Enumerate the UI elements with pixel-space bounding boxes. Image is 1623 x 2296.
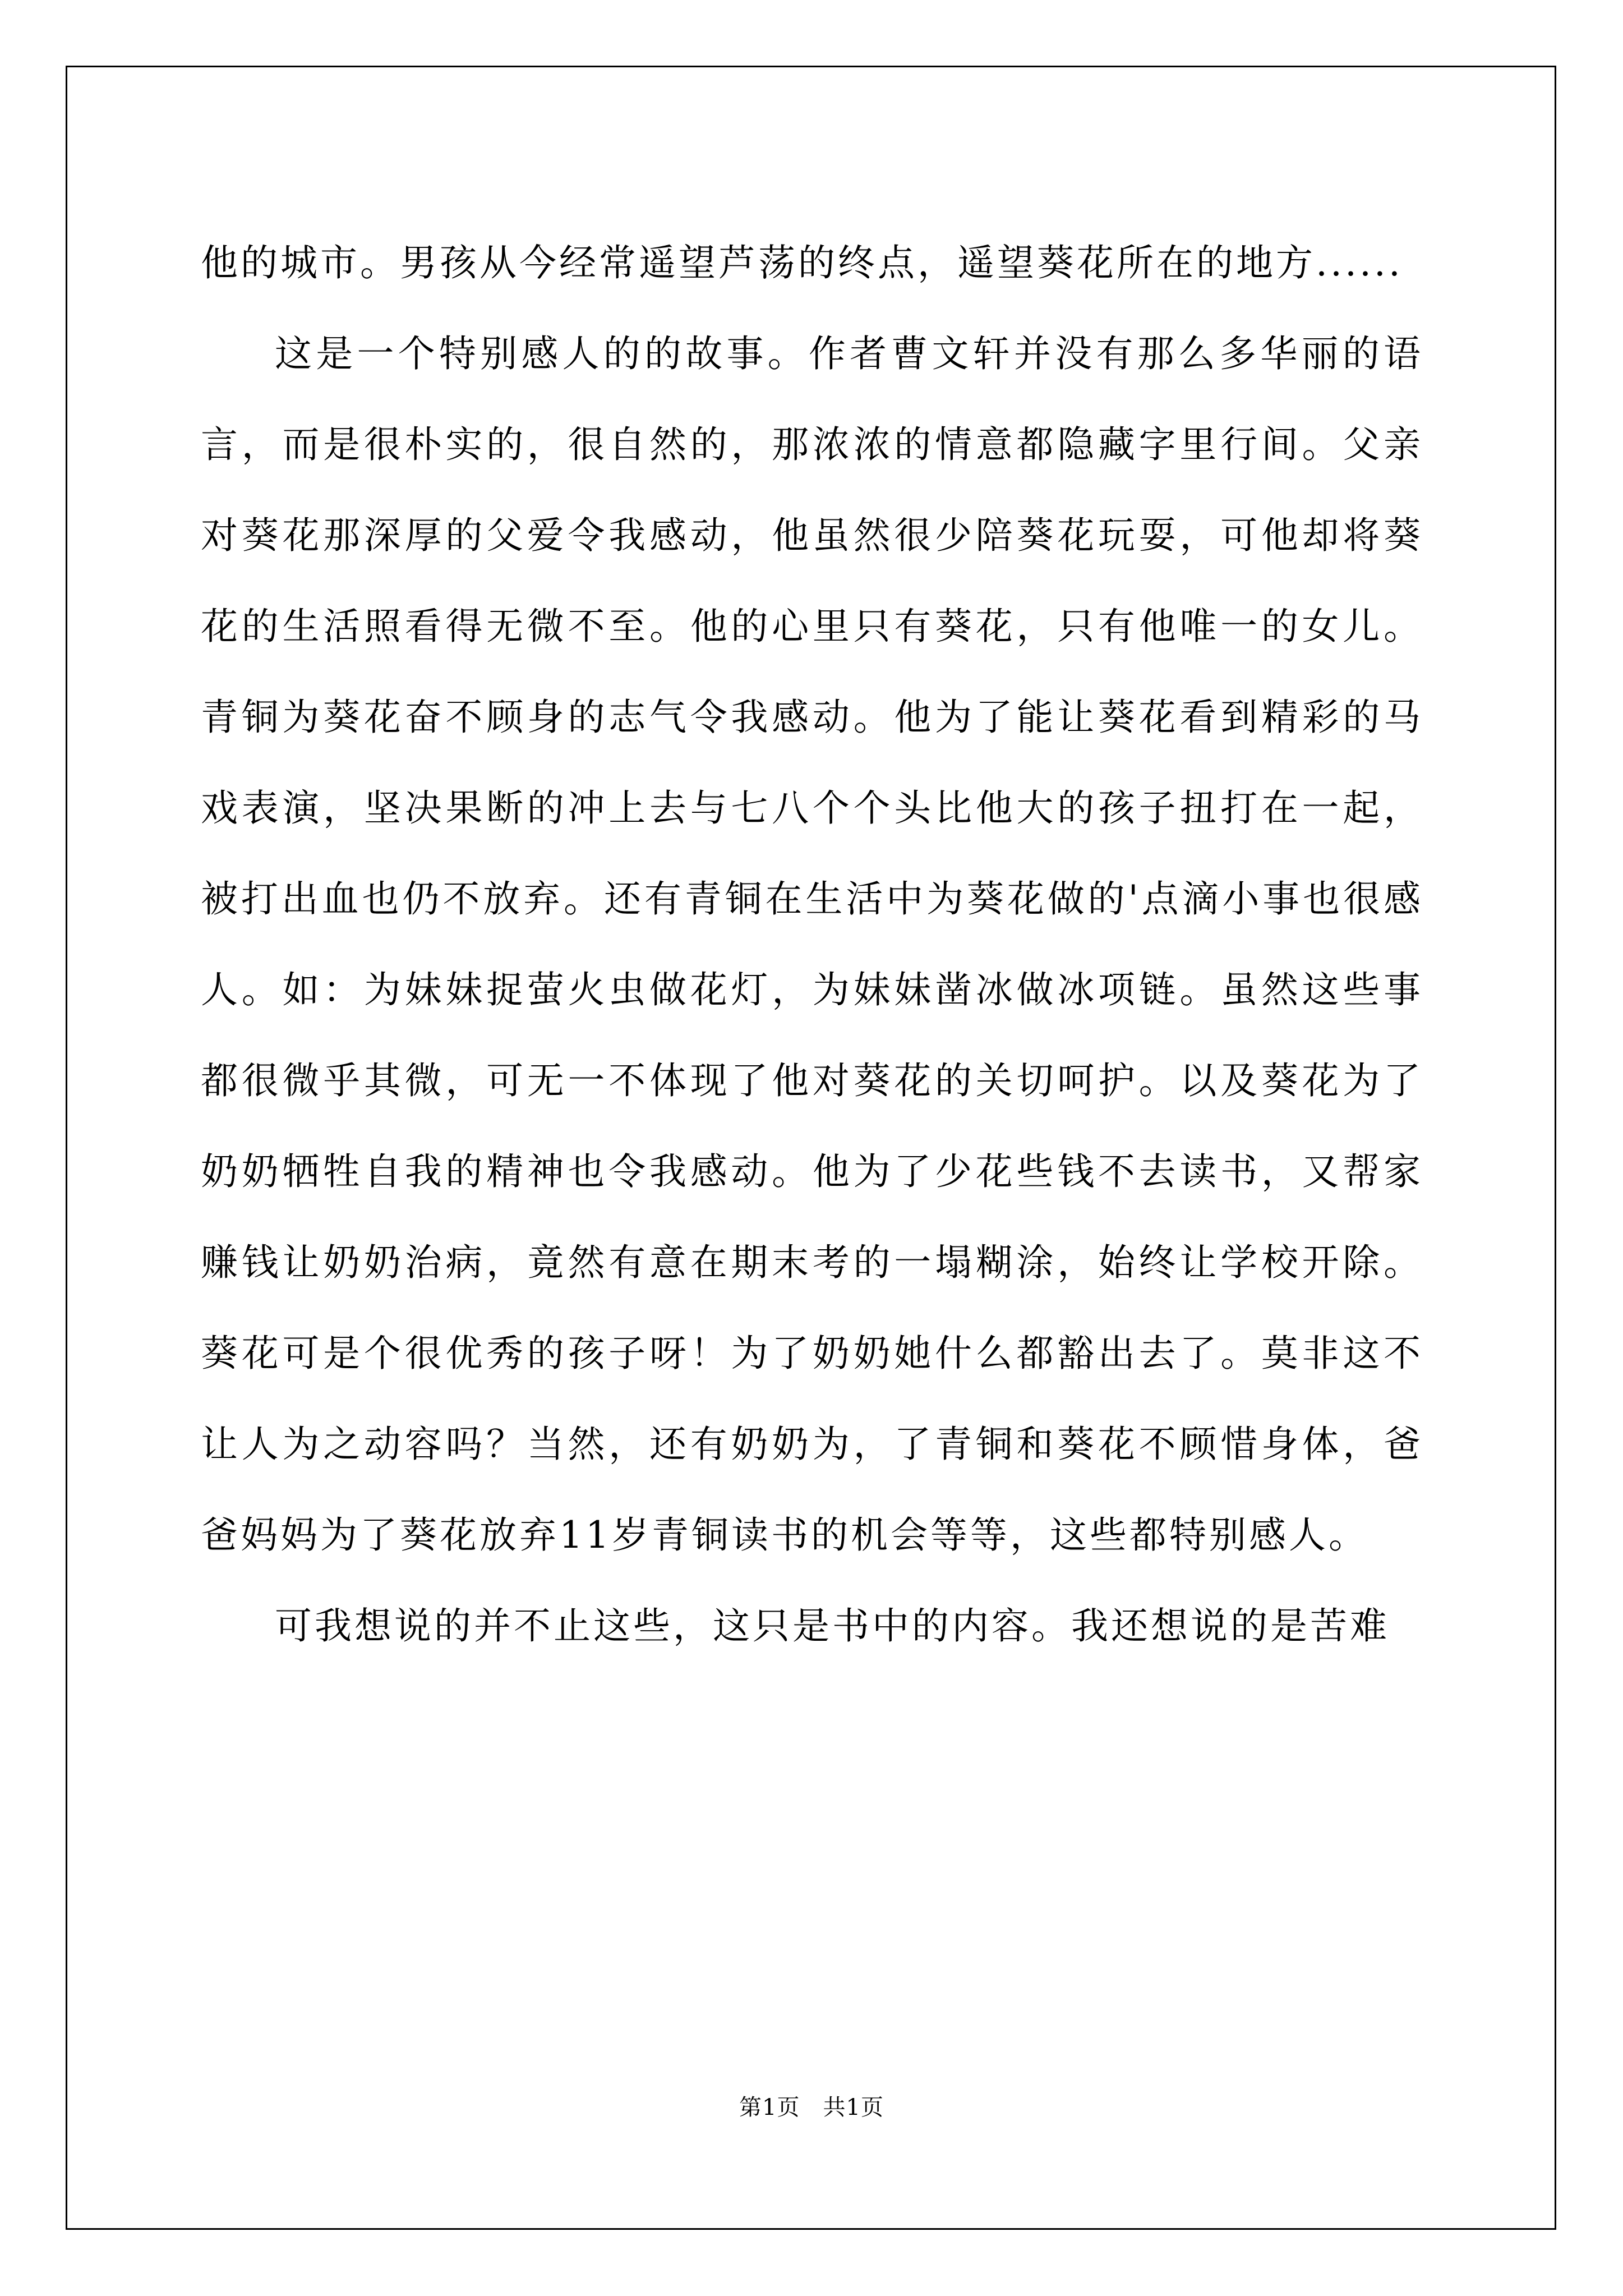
- page-number-footer: 第1页 共1页: [739, 2095, 884, 2120]
- document-body: [201, 218, 1423, 1672]
- paragraph-3: 可我想说的并不止这些，这只是书中的内容。我还想说的是苦难: [275, 1604, 1390, 1648]
- paragraph-1: 他的城市。男孩从今经常遥望芦荡的终点，遥望葵花所在的地方......: [201, 241, 1403, 284]
- paragraph-2: 这是一个特别感人的的故事。作者曹文轩并没有那么多华丽的语言，而是很朴实的，很自然的，那浓浓的情意都隐藏字里行间。父亲对葵花那深厚的父爱令我感动，他虽然很少陪葵花玩耍，可他却将葵花的生活照看得无微不至。他的心里只有葵花，只有他唯一的女儿。青铜为葵花奋不顾身的志气令我感动。他为了能让葵花看到精彩的马戏表演，坚决果断的冲上去与七八个个头比他大的孩子扭打在一起，被打出血也仍不放弃。还有青铜在生活中为葵花做的'点滴小事也很感人。如：为妹妹捉萤火虫做花灯，为妹妹凿冰做冰项链。虽然这些事都很微乎其微，可无一不体现了他对葵花的关切呵护。以及葵花为了奶奶牺牲自我的精神也令我感动。他为了少花些钱不去读书，又帮家赚钱让奶奶治病，竟然有意在期末考的一塌糊涂，始终让学校开除。葵花可是个很优秀的孩子呀！为了奶奶她什么都豁出去了。莫非这不让人为之动容吗？当然，还有奶奶为，了青铜和葵花不顾惜身体，爸爸妈妈为了葵花放弃11岁青铜读书的机会等等，这些都特别感人。: [201, 332, 1423, 1557]
